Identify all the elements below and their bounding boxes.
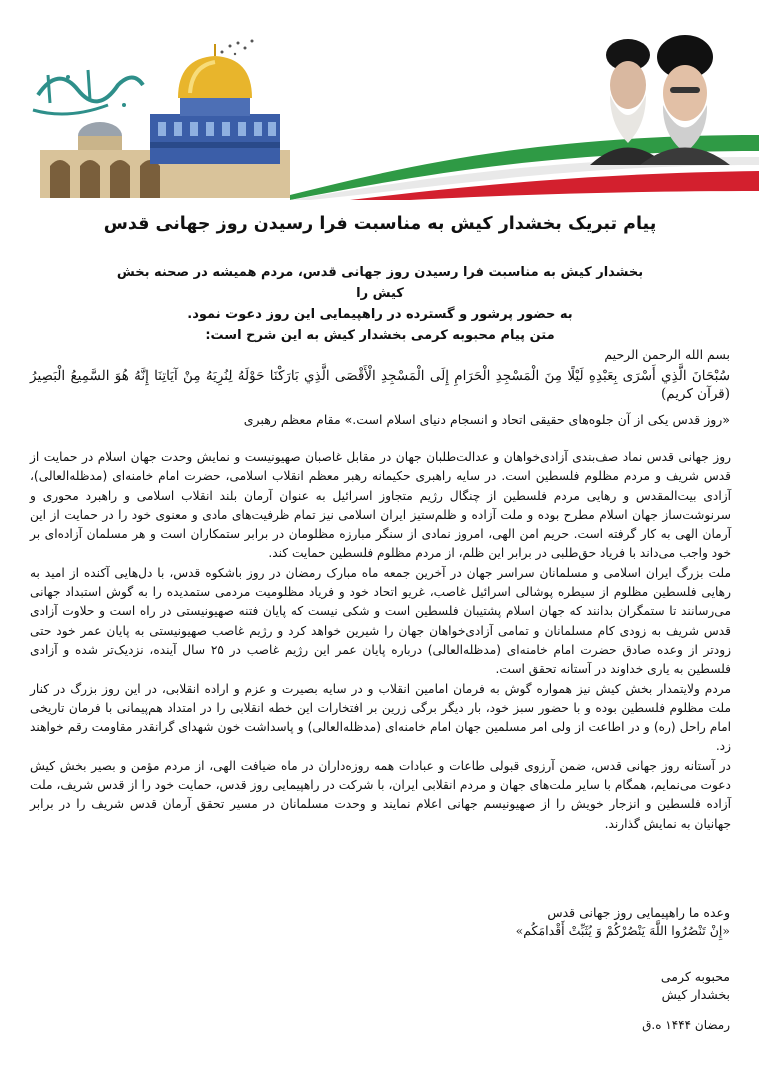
header-banner: [0, 0, 759, 205]
intro-line: متن پیام محبوبه کرمی بخشدار کیش به این شرح است:: [205, 328, 555, 343]
leader-quote: «روز قدس یکی از آن جلوه‌های حقیقی اتحاد و انسجام دنیای اسلام است.» مقام معظم رهبری: [243, 412, 730, 427]
calligraphy-logo: [28, 55, 148, 125]
body-paragraph: ملت بزرگ ایران اسلامی و مسلمانان سراسر جهان در آخرین جمعه ماه مبارک رمضان در روز باشکوه قدس، با دل‌هایی آکنده از امید به رهایی فلسطین مظلوم از سیطره پوشالی اسرائیل غاصب، غریو اتحاد خود و فریاد مظلومیت مردمی ستمدیده را به گوش استبداد جهانی می‌رسانند تا ستمگران بدانند که جهان اسلام پشتیبان فلسطین است و شکی نیست که پایان فتنه صهیونیستی در راه است و حلاوت آزادی قدس شریف به زودی کام مسلمانان و تمامی آزادی‌خواهان جهان را شیرین خواهد کرد و رژیم غاصب صهیونیستی به پایان عمر خود حتی زودتر از وعده صادق حضرت امام خامنه‌ای (مدظله‌العالی) درباره پایان عمر این رژیم غاصب در ۲۵ سال آینده، نزدیک‌تر شده و آزادی فلسطین به یاری خداوند در آستانه تحقق است.: [30, 565, 731, 677]
signer-name: محبوبه کرمی: [660, 969, 730, 984]
page-title: پیام تبریک بخشدار کیش به مناسبت فرا رسیدن روز جهانی قدس: [103, 214, 657, 234]
leaders-portrait-image: [590, 25, 730, 165]
signer-position: بخشدار کیش: [661, 987, 730, 1002]
closing-slogan: وعده ما راهپیمایی روز جهانی قدس: [547, 905, 730, 920]
intro-line: به حضور پرشور و گسترده در راهپیمایی این روز دعوت نمود.: [187, 307, 573, 322]
message-body: [30, 448, 731, 834]
body-paragraph: در آستانه روز جهانی قدس، ضمن آرزوی قبولی طاعات و عبادات همه روزه‌داران در ماه ضیافت الهی، از مردم مؤمن و بصیر بخش کیش دعوت می‌نمایم، همگام با سایر ملت‌های جهان و مردم انقلابی ایران، با شرکت در راهپیمایی روز قدس، حمایت خود را از قدس شریف، ملت آزاده فلسطین و انزجار خویش را از صهیونیسم جهانی اعلام نمایند و وحدت مسلمانان در مسیر تحقق آرمان قدس شریف را در برابر جهانیان به نمایش گذارند.: [30, 758, 731, 831]
issue-date: رمضان ۱۴۴۴ ه.ق: [642, 1018, 730, 1032]
closing-lines: [30, 904, 730, 940]
closing-verse: «إِنْ تَنْصُرُوا اللَّهَ يَنْصُرْكُمْ وَ يُثَبِّتْ أَقْدامَكُم»: [515, 923, 730, 938]
signature-block: [661, 968, 730, 1004]
quran-verse: سُبْحَانَ الَّذِي أَسْرَى بِعَبْدِهِ لَيْلًا مِنَ الْمَسْجِدِ الْحَرَامِ إِلَى الْمَسْجِدِ الْأَقْصَى الَّذِي بَارَكْنَا حَوْلَهُ لِنُرِيَهُ مِنْ آيَاتِنَا إِنَّهُ هُوَ السَّمِيعُ الْبَصِيرُ (قرآن کریم): [30, 368, 730, 402]
basmala: بسم الله الرحمن الرحیم: [604, 347, 730, 362]
body-paragraph: مردم ولایتمدار بخش کیش نیز همواره گوش به فرمان امامین انقلاب و در سایه بصیرت و عزم و اراده انقلابی، در این روز بزرگ در کنار ملت مظلوم فلسطین بوده و با حضور سبز خود، بار دیگر برگی زرین بر افتخارات این خطه انقلابی را در امتداد هم‌پیمانی با فرمان تاریخی امام راحل (ره) و در اطاعت از ولی امر مسلمین جهان امام خامنه‌ای (مدظله‌العالی) و پاسداشت خون شهدای گرانقدر مقاومت رقم خواهند زد.: [30, 681, 731, 754]
body-paragraph: روز جهانی قدس نماد صف‌بندی آزادی‌خواهان و عدالت‌طلبان جهان در مقابل غاصبان صهیونیست و نمایش وحدت جهان اسلام در حمایت از قدس شریف و مردم مظلوم فلسطین است. در سایه راهبری حکیمانه رهبر معظم انقلاب اسلامی، حضرت امام خامنه‌ای (مدظله‌العالی)، آزادی بیت‌المقدس و رهایی مردم فلسطین از چنگال رژیم متجاوز اسرائیل به عنوان آرمان بلند انقلاب اسلامی و راهبرد محوری و سرنوشت‌ساز جهان اسلام مطرح بوده و ملت آزاده و ظلم‌ستیز ایران اسلامی نیز تمام ظرفیت‌های مادی و معنوی خود را در حمایت از این آرمان الهی به کار گرفته است. حریم امن الهی، امروز نمادی از سنگر مبارزه مظلومان در برابر ستمکاران است و هر مسلمان آزاده‌ای بر خود واجب می‌داند با فریاد حق‌طلبی در برابر این ظلم، از مردم مظلوم فلسطین حمایت کند.: [30, 450, 731, 561]
intro-line: بخشدار کیش به مناسبت فرا رسیدن روز جهانی قدس، مردم همیشه در صحنه بخش کیش را: [116, 265, 644, 301]
intro-paragraph: [110, 262, 650, 346]
